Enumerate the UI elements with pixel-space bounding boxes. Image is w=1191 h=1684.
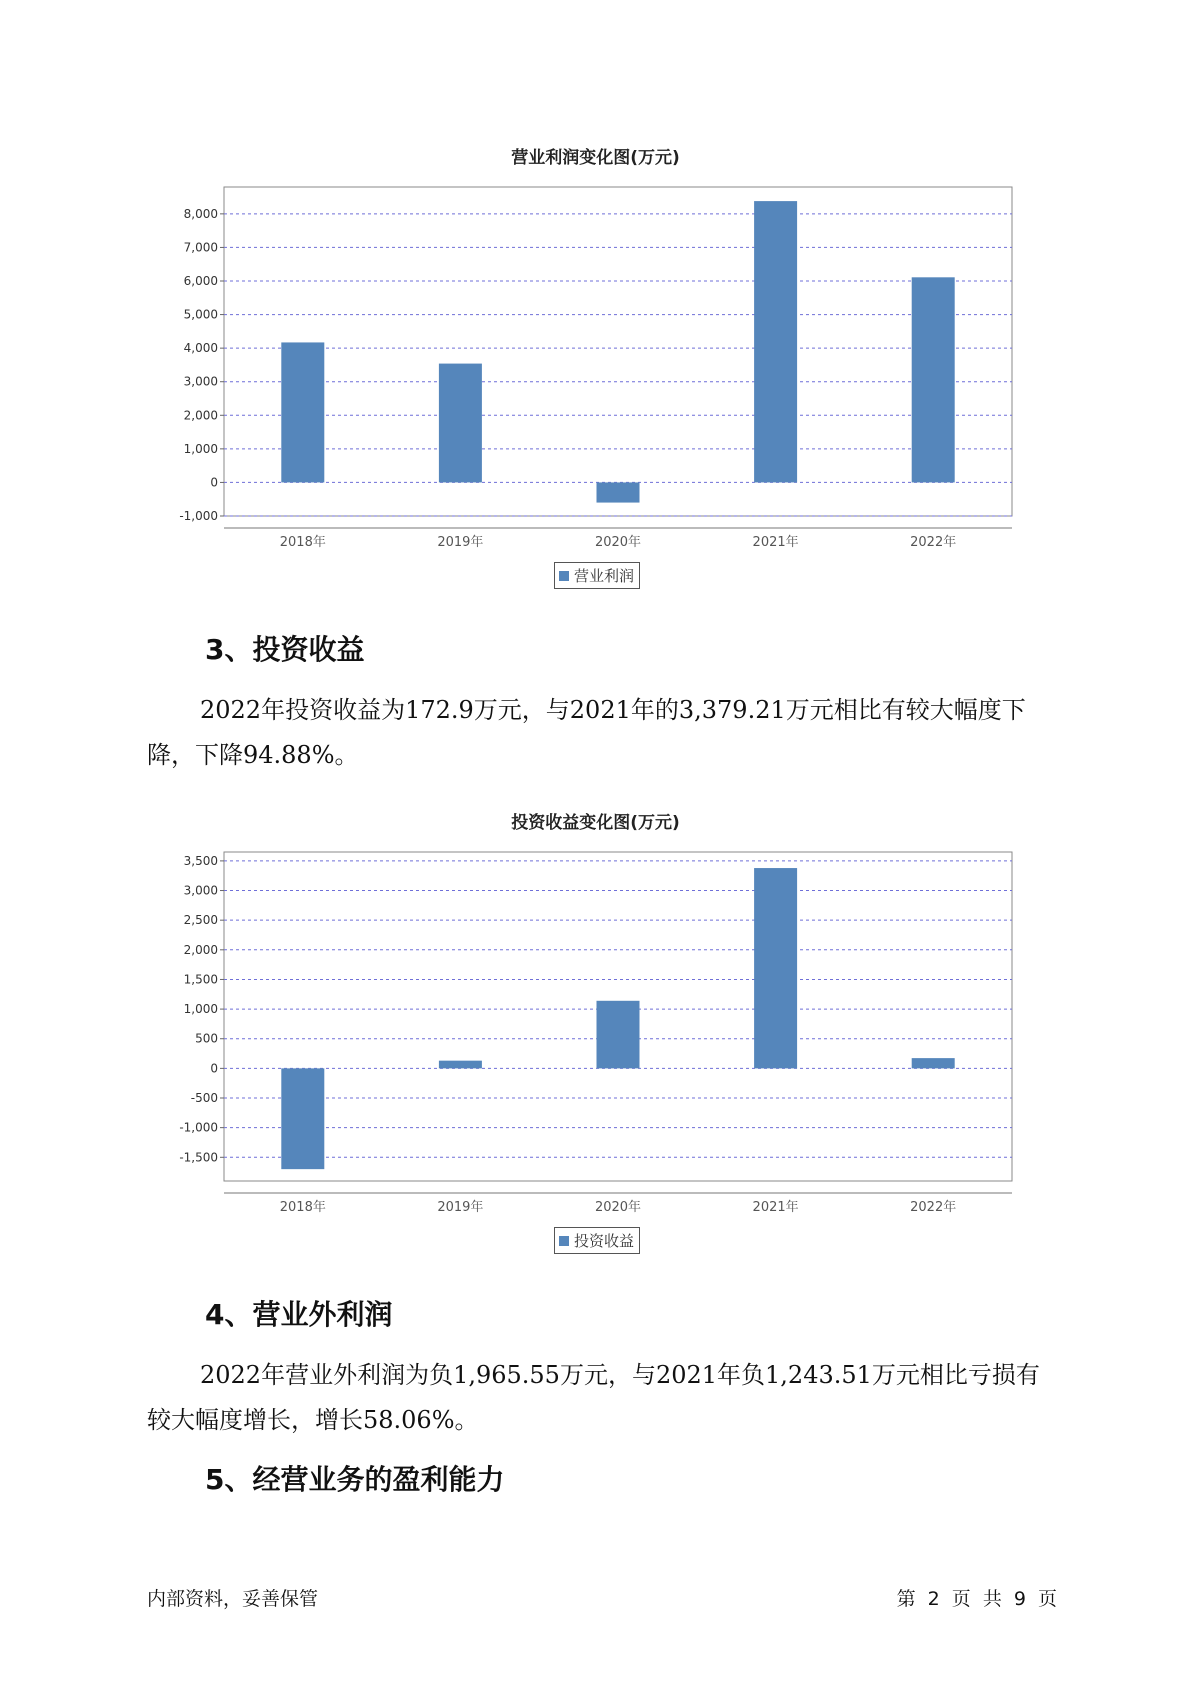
investment-income-chart (0, 845, 1191, 1215)
y-tick-label: 1,500 (183, 972, 218, 987)
y-tick-label: 2,000 (183, 408, 218, 423)
bar (281, 342, 324, 482)
y-tick-label: 500 (195, 1031, 218, 1046)
y-tick-label: 1,000 (183, 1002, 218, 1017)
y-tick-label: 3,000 (183, 374, 218, 389)
plot-area (224, 187, 1012, 516)
section-4-paragraph: 2022年营业外利润为负1,965.55万元，与2021年负1,243.51万元相比亏损有较大幅度增长，增长58.06%。 (147, 1361, 1040, 1434)
legend-swatch-icon (559, 1236, 569, 1246)
y-tick-label: 5,000 (183, 307, 218, 322)
chart2-title: 投资收益变化图(万元) (511, 813, 680, 833)
x-tick-label: 2022年 (910, 1200, 957, 1215)
x-tick-label: 2021年 (752, 535, 799, 550)
section-3-paragraph: 2022年投资收益为172.9万元，与2021年的3,379.21万元相比有较大幅度下降，下降94.88%。 (147, 696, 1026, 769)
chart1-legend-label: 营业利润 (574, 567, 635, 585)
chart2-legend (554, 1227, 640, 1254)
y-tick-label: 2,500 (183, 913, 218, 928)
x-tick-label: 2019年 (437, 1200, 484, 1215)
y-tick-label: 3,000 (183, 883, 218, 898)
bar (597, 482, 640, 502)
chart2-legend-label: 投资收益 (574, 1232, 635, 1250)
footer-confidential-note: 内部资料，妥善保管 (147, 1588, 319, 1610)
x-tick-label: 2021年 (752, 1200, 799, 1215)
bar (912, 1058, 955, 1068)
y-tick-label: -1,500 (179, 1150, 218, 1165)
y-tick-label: 8,000 (183, 206, 218, 221)
operating-profit-chart (0, 180, 1191, 550)
y-tick-label: 6,000 (183, 274, 218, 288)
y-tick-label: -1,000 (179, 1120, 218, 1135)
y-tick-label: 0 (210, 475, 218, 490)
section-5-heading: 5、经营业务的盈利能力 (205, 1463, 505, 1496)
section-4-heading: 4、营业外利润 (205, 1298, 393, 1331)
y-tick-label: 3,500 (183, 853, 218, 868)
bar (754, 201, 797, 482)
y-tick-label: 2,000 (183, 942, 218, 957)
bar (281, 1068, 324, 1169)
y-tick-label: 4,000 (183, 341, 218, 356)
section-3-heading: 3、投资收益 (205, 633, 365, 666)
y-tick-label: -500 (190, 1091, 218, 1106)
footer-page-number: 第 2 页 共 9 页 (896, 1588, 1057, 1610)
x-tick-label: 2020年 (594, 1200, 642, 1215)
bar (439, 1061, 482, 1069)
chart1-title: 营业利润变化图(万元) (511, 148, 680, 168)
x-tick-label: 2022年 (910, 535, 957, 550)
x-tick-label: 2019年 (437, 535, 484, 550)
bar (754, 868, 797, 1068)
y-tick-label: -1,000 (179, 509, 218, 523)
x-tick-label: 2018年 (279, 1200, 326, 1215)
bar (597, 1001, 640, 1069)
bar (439, 364, 482, 483)
y-tick-label: 7,000 (183, 240, 218, 255)
legend-swatch-icon (559, 571, 569, 581)
y-tick-label: 0 (210, 1061, 218, 1076)
bar (912, 277, 955, 482)
x-tick-label: 2020年 (594, 535, 642, 550)
x-tick-label: 2018年 (279, 535, 326, 550)
y-tick-label: 1,000 (183, 441, 218, 456)
chart1-legend (554, 562, 640, 589)
